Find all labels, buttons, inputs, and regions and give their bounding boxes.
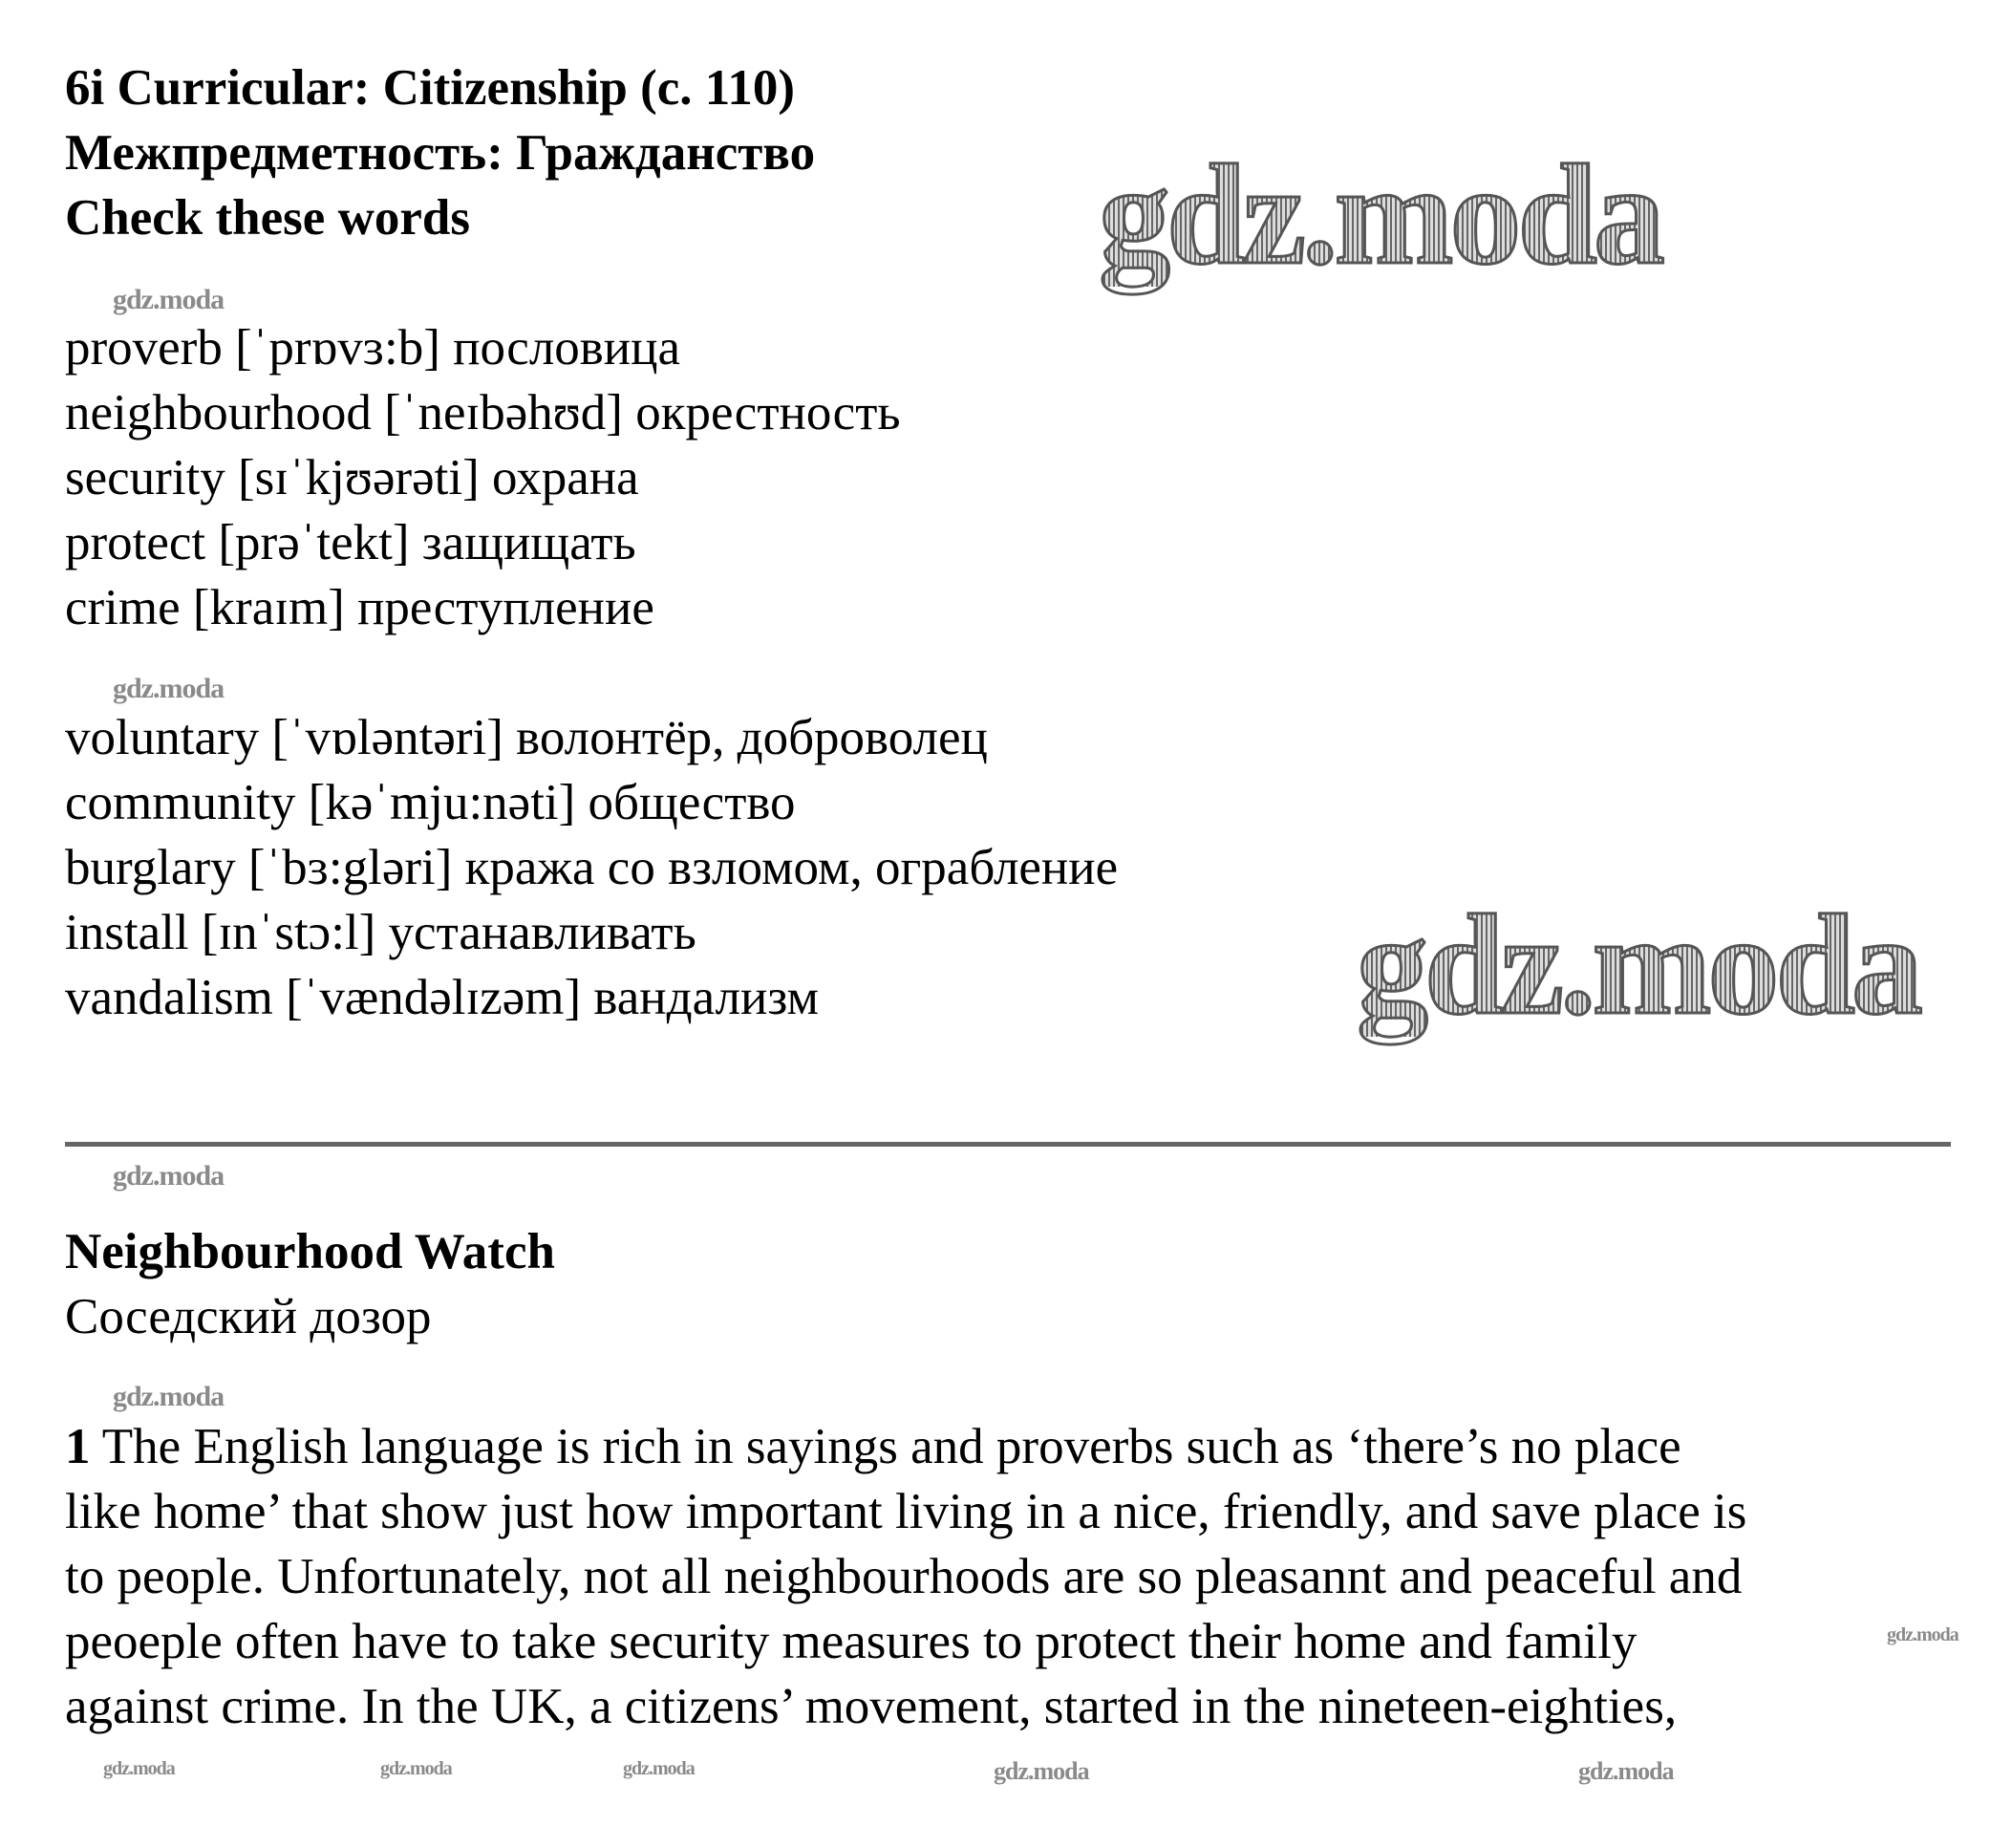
page-title: 6i Curricular: Citizenship (c. 110) — [65, 60, 795, 116]
article-title-translation: Соседский дозор — [65, 1289, 432, 1344]
article-title: Neighbourhood Watch — [65, 1224, 555, 1279]
paragraph-line — [65, 1414, 1681, 1479]
vocab-item: install [ɪnˈstɔ:l] устанавливать — [65, 905, 696, 960]
watermark-small: gdz.moda — [623, 1758, 695, 1779]
vocab-item: vandalism [ˈvændəlɪzəm] вандализм — [65, 970, 820, 1025]
watermark-small: gdz.moda — [113, 673, 225, 704]
watermark-small: gdz.moda — [994, 1757, 1089, 1785]
watermark-small: gdz.moda — [113, 1381, 225, 1412]
page-subtitle: Межпредметность: Гражданство — [65, 125, 816, 181]
paragraph-line: like home’ that show just how important living in a nice, friendly, and save place is — [65, 1484, 1747, 1539]
paragraph-text: The English language is rich in sayings and proverbs such as ‘there’s no place — [90, 1419, 1681, 1474]
vocab-item: burglary [ˈbɜ:gləri] кража со взломом, ограбление — [65, 840, 1119, 895]
watermark-large: gdz.moda — [1099, 136, 1661, 294]
watermark-small: gdz.moda — [1887, 1624, 1958, 1645]
vocab-item: neighbourhood [ˈneɪbəhʊd] окрестность — [65, 385, 901, 441]
section-heading: Check these words — [65, 190, 470, 246]
watermark-small: gdz.moda — [113, 1160, 225, 1192]
paragraph-line: peoeple often have to take security measures to protect their home and family — [65, 1614, 1637, 1669]
vocab-item: security [sɪˈkjʊərəti] охрана — [65, 450, 639, 505]
watermark-small: gdz.moda — [380, 1758, 452, 1779]
paragraph-line: against crime. In the UK, a citizens’ movement, started in the nineteen-eighties, — [65, 1679, 1678, 1734]
vocab-item: community [kəˈmju:nəti] общество — [65, 775, 796, 830]
vocab-item: proverb [ˈprɒvɜ:b] пословица — [65, 320, 681, 376]
paragraph-number: 1 — [65, 1419, 91, 1474]
vocab-item: protect [prəˈtekt] защищать — [65, 515, 636, 570]
watermark-small: gdz.moda — [113, 284, 225, 315]
watermark-small: gdz.moda — [103, 1758, 175, 1779]
watermark-small: gdz.moda — [1578, 1757, 1674, 1785]
watermark-large: gdz.moda — [1357, 886, 1919, 1044]
vocab-item: voluntary [ˈvɒləntəri] волонтёр, доброволец — [65, 710, 988, 765]
vocab-item: crime [kraɪm] преступление — [65, 580, 654, 635]
paragraph-line: to people. Unfortunately, not all neighbourhoods are so pleasannt and peaceful and — [65, 1549, 1743, 1604]
section-divider — [65, 1142, 1951, 1147]
